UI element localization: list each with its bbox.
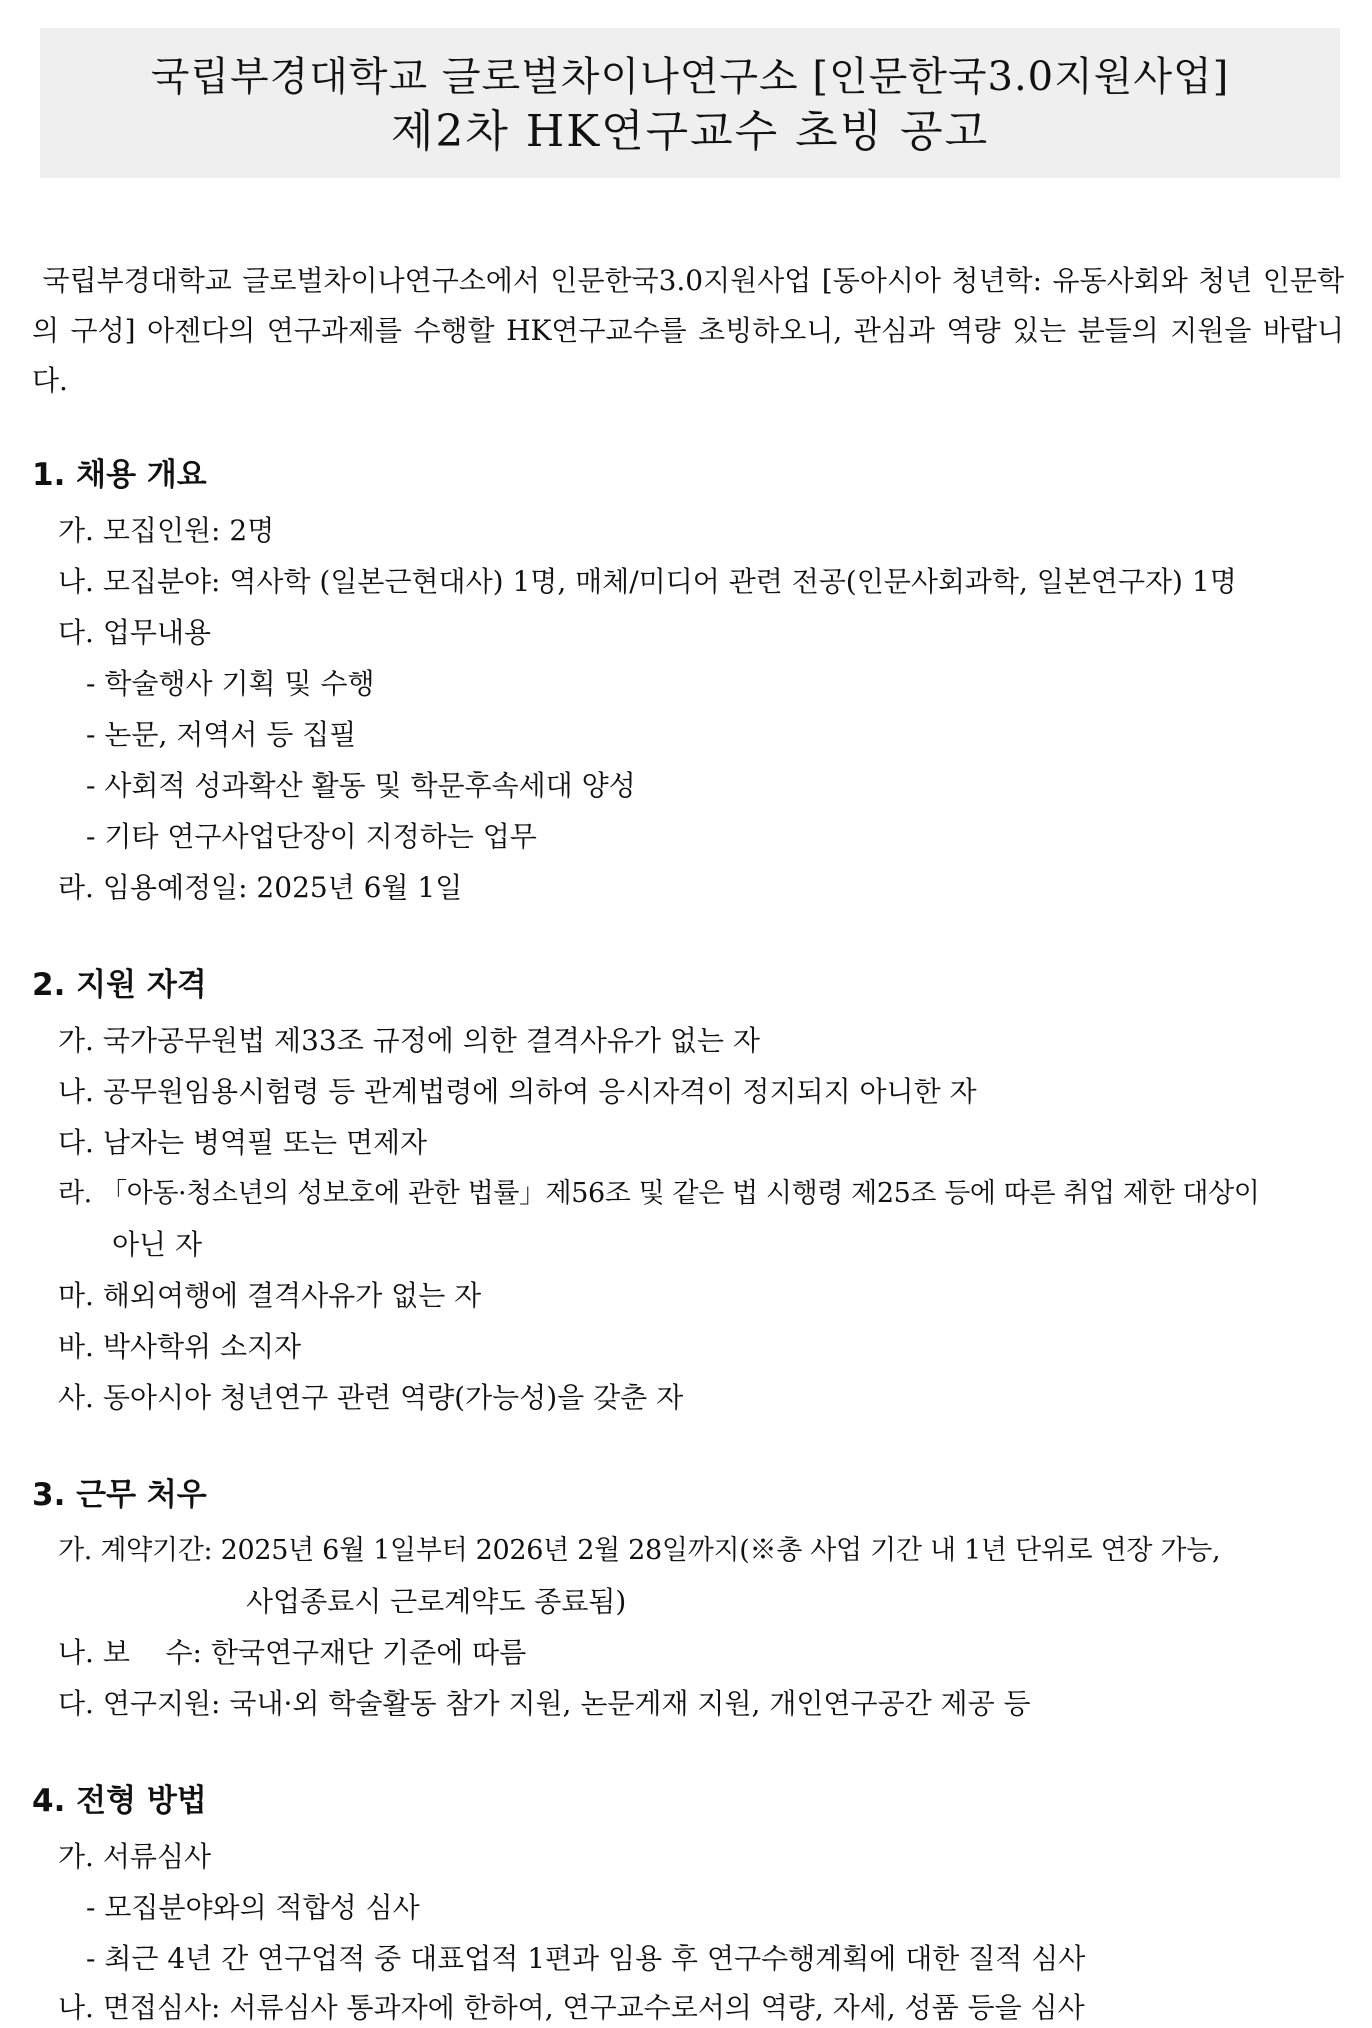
intro-paragraph: [32, 256, 1344, 406]
s1-ra-marker: 라.: [58, 871, 94, 904]
s2-ga-marker: 가.: [58, 1024, 94, 1057]
s1-ga-text: 모집인원: 2명: [102, 514, 275, 547]
s4-item-na: [58, 1988, 1085, 2028]
s3-item-ga: [58, 1531, 1220, 1571]
s4-na-text: 면접심사: 서류심사 통과자에 한하여, 연구교수로서의 역량, 자세, 성품 등을 심사: [102, 1991, 1085, 2024]
s1-item-da: [58, 613, 211, 653]
s3-da-text: 국내·외 학술활동 참가 지원, 논문게재 지원, 개인연구공간 제공 등: [229, 1687, 1031, 1720]
s2-sa-marker: 사.: [58, 1381, 94, 1414]
s1-ga-marker: 가.: [58, 514, 94, 547]
s4-review-2: - 최근 4년 간 연구업적 중 대표업적 1편과 임용 후 연구수행계획에 대한 질적 심사: [86, 1942, 1086, 1975]
s2-item-da: [58, 1123, 427, 1163]
s3-na-text: 한국연구재단 기준에 따름: [210, 1636, 527, 1669]
s2-ma-text: 해외여행에 결격사유가 없는 자: [102, 1279, 482, 1312]
s4-review-1: - 모집분야와의 적합성 심사: [86, 1891, 420, 1924]
s2-sa-text: 동아시아 청년연구 관련 역량(가능성)을 갖춘 자: [102, 1381, 684, 1414]
section2-heading: 2. 지원 자격: [32, 967, 207, 1003]
section1-heading: 1. 채용 개요: [32, 457, 207, 493]
section4-heading: 4. 전형 방법: [32, 1783, 207, 1819]
s1-na-marker: 나.: [58, 565, 94, 598]
s1-da-text: 업무내용: [102, 616, 212, 649]
s3-ga-text1: 2025년 6월 1일부터 2026년 2월 28일까지(※총 사업 기간 내 1년 단위로 연장 가능,: [220, 1535, 1221, 1566]
title-box: [40, 28, 1340, 178]
section3-heading: 3. 근무 처우: [32, 1477, 207, 1513]
title-line1: 국립부경대학교 글로벌차이나연구소 [인문한국3.0지원사업]: [150, 54, 1230, 100]
s3-da-marker: 다.: [58, 1687, 94, 1720]
s3-item-na: [58, 1633, 526, 1673]
s2-ba-text: 박사학위 소지자: [102, 1330, 302, 1363]
s3-ga-continuation: 사업종료시 근로계약도 종료됨): [246, 1585, 627, 1618]
s3-na-label: 보 수:: [102, 1636, 202, 1669]
s2-ra-continuation: 아닌 자: [112, 1228, 203, 1261]
s3-item-da: [58, 1684, 1031, 1724]
s2-item-ra: [58, 1174, 1259, 1214]
s1-ra-text: 임용예정일: 2025년 6월 1일: [102, 871, 463, 904]
s4-item-ga: [58, 1837, 211, 1877]
title-line2: 제2차 HK연구교수 초빙 공고: [390, 106, 990, 157]
s1-item-ra: [58, 868, 462, 908]
s2-ga-text: 국가공무원법 제33조 규정에 의한 결격사유가 없는 자: [102, 1024, 760, 1057]
s1-duty-1: - 학술행사 기획 및 수행: [86, 667, 375, 700]
s4-ga-marker: 가.: [58, 1840, 94, 1873]
s1-duty-4: - 기타 연구사업단장이 지정하는 업무: [86, 820, 537, 853]
s2-ra-text1: 「아동·청소년의 성보호에 관한 법률」제56조 및 같은 법 시행령 제25조 등에 따른 취업 제한 대상이: [100, 1178, 1260, 1209]
s1-da-marker: 다.: [58, 616, 94, 649]
s2-item-ma: [58, 1276, 481, 1316]
s2-item-sa: [58, 1378, 683, 1418]
s2-ra-marker: 라.: [58, 1178, 92, 1209]
s1-na-text: 모집분야: 역사학 (일본근현대사) 1명, 매체/미디어 관련 전공(인문사회과학, 일본연구자) 1명: [102, 565, 1237, 598]
s4-ga-text: 서류심사: [102, 1840, 212, 1873]
s1-duty-2: - 논문, 저역서 등 집필: [86, 718, 357, 751]
s1-item-ga: [58, 511, 274, 551]
s3-na-marker: 나.: [58, 1636, 94, 1669]
s3-ga-label: 계약기간:: [100, 1535, 213, 1566]
s1-item-na: [58, 562, 1237, 602]
s4-na-marker: 나.: [58, 1991, 94, 2024]
s2-na-marker: 나.: [58, 1075, 94, 1108]
s2-item-ba: [58, 1327, 301, 1367]
s2-da-text: 남자는 병역필 또는 면제자: [102, 1126, 428, 1159]
s3-ga-marker: 가.: [58, 1535, 93, 1566]
s2-da-marker: 다.: [58, 1126, 94, 1159]
s2-item-na: [58, 1072, 977, 1112]
s2-item-ga: [58, 1021, 760, 1061]
intro-text: 국립부경대학교 글로벌차이나연구소에서 인문한국3.0지원사업 [동아시아 청년학: 유동사회와 청년 인문학의 구성] 아젠다의 연구과제를 수행할 HK연구교수를 초빙하오니, 관심과 역량 있는 분들의 지원을 바랍니다.: [32, 264, 1344, 397]
s1-duty-3: - 사회적 성과확산 활동 및 학문후속세대 양성: [86, 769, 636, 802]
s3-da-label: 연구지원:: [102, 1687, 221, 1720]
s2-ma-marker: 마.: [58, 1279, 94, 1312]
s2-ba-marker: 바.: [58, 1330, 94, 1363]
s2-na-text: 공무원임용시험령 등 관계법령에 의하여 응시자격이 정지되지 아니한 자: [102, 1075, 977, 1108]
